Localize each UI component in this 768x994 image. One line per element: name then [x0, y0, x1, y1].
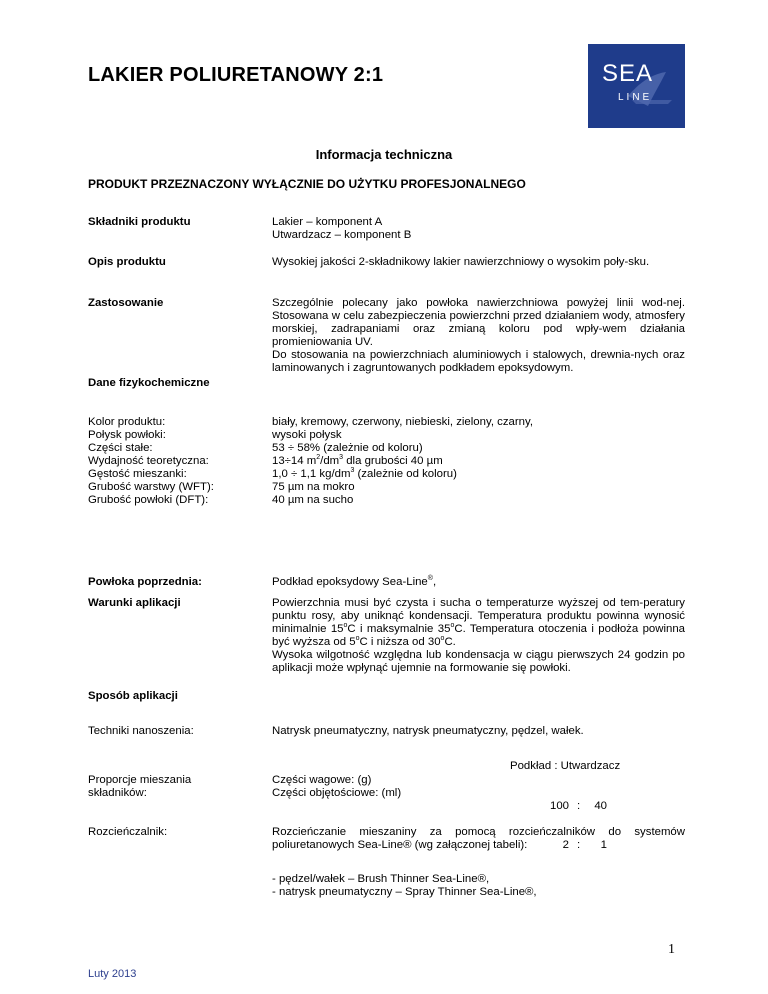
- mix-sep: :: [577, 800, 581, 812]
- mix-value-a: 100: [549, 800, 569, 812]
- dane-value: wysoki połysk: [272, 429, 342, 441]
- dane-label: Części stałe:: [88, 442, 153, 454]
- label-rozcienczalnik: Rozcieńczalnik:: [88, 826, 168, 838]
- mix-row-label: Części wagowe: (g): [272, 774, 372, 786]
- zastosowanie-text-1: Szczególnie polecany jako powłoka nawierzchniowa powyżej linii wod-nej. Stosowana w celu zabezpieczenia powierzchni przed działaniem wody, atmosfery morskiej, zadrapaniami oraz zmianą koloru pod wpły-wem działania promieniowania UV.: [272, 297, 685, 348]
- proporcje-line-1: Proporcje mieszania: [88, 774, 192, 786]
- dane-label: Wydajność teoretyczna:: [88, 455, 209, 467]
- list-item: - natrysk pneumatyczny – Spray Thinner Sea-Line®,: [272, 886, 537, 898]
- value-opis: Wysokiej jakości 2-składnikowy lakier nawierzchniowy o wysokim poły-sku.: [272, 256, 650, 268]
- mix-row-label: Części objętościowe: (ml): [272, 787, 402, 799]
- logo-text-sea: SEA: [602, 60, 654, 87]
- heading-sposob: Sposób aplikacji: [88, 690, 178, 702]
- mix-value-b: 1: [600, 839, 607, 851]
- skladniki-line-1: Lakier – komponent A: [272, 216, 383, 228]
- label-skladniki: Składniki produktu: [88, 216, 191, 228]
- dane-value: 40 µm na sucho: [272, 494, 354, 506]
- dane-value: biały, kremowy, czerwony, niebieski, zielony, czarny,: [272, 416, 534, 428]
- sea-line-logo: [588, 44, 685, 128]
- dane-label: Kolor produktu:: [88, 416, 166, 428]
- dane-value: 53 ÷ 58% (zależnie od koloru): [272, 442, 423, 454]
- proporcje-line-2: składników:: [88, 787, 147, 799]
- skladniki-line-2: Utwardzacz – komponent B: [272, 229, 412, 241]
- warunki-text-2: Wysoka wilgotność względna lub kondensacja w ciągu pierwszych 24 godzin po aplikacji może wpłynąć ujemnie na formowanie się powłoki.: [272, 649, 685, 674]
- dane-labels: [88, 416, 214, 507]
- label-powloka: Powłoka poprzednia:: [88, 576, 202, 588]
- value-powloka: Podkład epoksydowy Sea-Line®,: [272, 575, 437, 588]
- label-zastosowanie: Zastosowanie: [88, 297, 164, 309]
- value-rozcienczalnik: Rozcieńczanie mieszaniny za pomocą rozcieńczalników do systemów poliuretanowych Sea-Line® (wg załączonej tabeli):: [272, 826, 685, 851]
- thinner-list: [272, 873, 685, 899]
- list-item: - pędzel/wałek – Brush Thinner Sea-Line®,: [272, 873, 490, 885]
- mix-table-header: Podkład : Utwardzacz: [510, 760, 621, 772]
- dane-value: 75 µm na mokro: [272, 481, 355, 493]
- dane-value: 13÷14 $m^2/dm^3$ dla grubości 40 µm: [272, 454, 443, 467]
- dane-label: Połysk powłoki:: [88, 429, 166, 441]
- page-number: 1: [668, 942, 675, 957]
- heading-dane: Dane fizykochemiczne: [88, 377, 210, 389]
- zastosowanie-text-2: Do stosowania na powierzchniach aluminiowych i stalowych, drewnia-nych oraz laminowanych i zagruntowanych podkładem epoksydowym.: [272, 349, 685, 374]
- professional-notice: PRODUKT PRZEZNACZONY WYŁĄCZNIE DO UŻYTKU PROFESJONALNEGO: [88, 177, 526, 191]
- label-proporcje: [88, 774, 191, 800]
- mix-value-b: 40: [594, 800, 607, 812]
- value-zastosowanie: [272, 297, 685, 375]
- dane-value: 1,0 ÷ 1,1 $kg/dm^3$ (zależnie od koloru): [272, 467, 457, 480]
- mix-sep: :: [577, 839, 581, 851]
- document-title: LAKIER POLIURETANOWY 2:1: [88, 64, 384, 86]
- logo-text-line: LINE: [618, 92, 653, 103]
- footer-date: Luty 2013: [88, 968, 137, 980]
- dane-label: Grubość warstwy (WFT):: [88, 481, 214, 493]
- mix-value-a: 2: [562, 839, 569, 851]
- warunki-text-1: Powierzchnia musi być czysta i sucha o temperaturze wyższej od tem-peratury punktu rosy, aby uniknąć kondensacji. Temperatura produktu powinna wynosić minimalnie 15$^o$C i maksymalnie 35$^o$C. Temperatura otoczenia i podłoża powinna być wyższa od 5$^o$C i niższa od 30$^o$C.: [272, 597, 685, 648]
- value-warunki: [272, 597, 685, 675]
- dane-label: Grubość powłoki (DFT):: [88, 494, 209, 506]
- value-skladniki: [272, 216, 685, 242]
- dane-label: Gęstość mieszanki:: [88, 468, 187, 480]
- value-techniki: Natrysk pneumatyczny, natrysk pneumatyczny, pędzel, wałek.: [272, 725, 584, 737]
- label-opis: Opis produktu: [88, 256, 166, 268]
- label-warunki: Warunki aplikacji: [88, 597, 181, 609]
- dane-values: [272, 416, 685, 507]
- mix-row-labels: [272, 774, 492, 800]
- section-subtitle: Informacja techniczna: [315, 147, 453, 162]
- label-techniki: Techniki nanoszenia:: [88, 725, 194, 737]
